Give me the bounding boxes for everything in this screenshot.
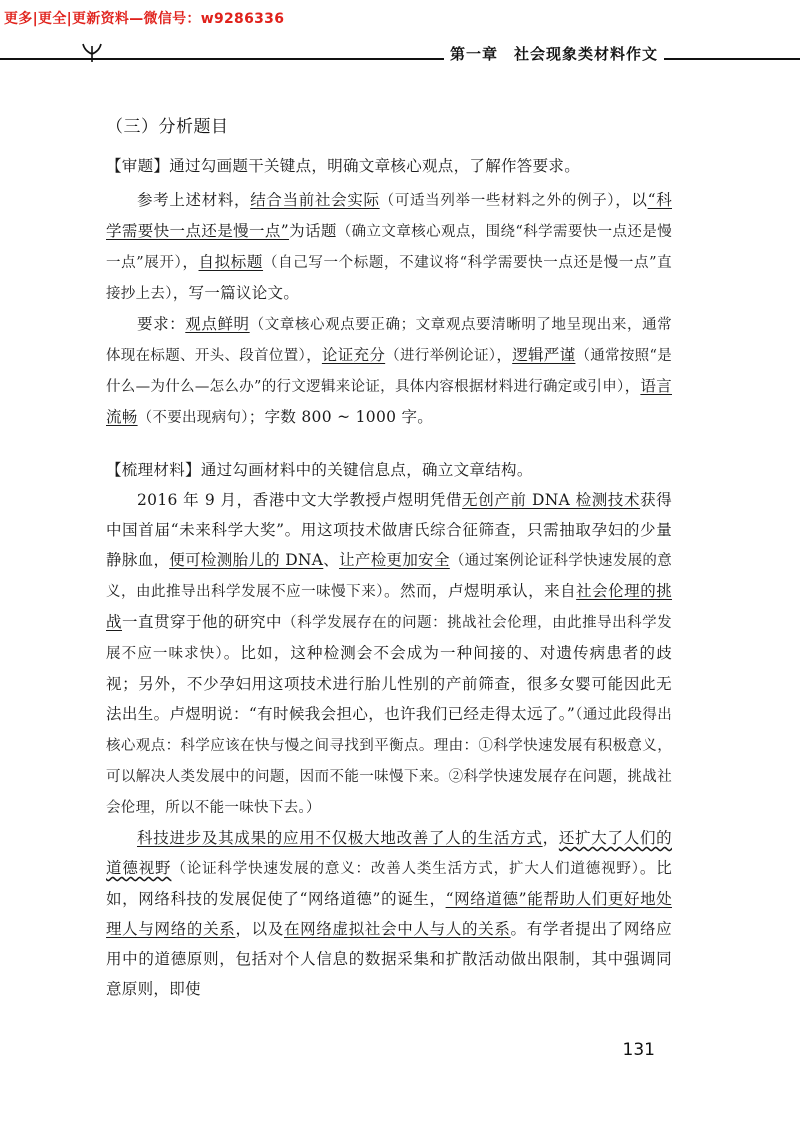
- underline-phrase: “网络道德”: [445, 890, 527, 908]
- annotation: （进行举例论证）: [385, 348, 497, 364]
- plant-ornament-icon: [78, 42, 106, 64]
- annotation: （科学发展存在的问题：挑战社会伦理，由此推导出科学发展不应一味求快）: [106, 615, 672, 662]
- annotation: （确立文章核心观点，围绕“科学需要快一点还是慢一点”展开）: [106, 224, 673, 271]
- annotation: （自己写一个标题，不建议将“科学需要快一点还是慢一点”直接抄上去）: [106, 255, 672, 302]
- underline-phrase: 自拟标题: [198, 253, 264, 271]
- underline-phrase: 社会伦理的挑战: [106, 582, 673, 631]
- section-title: （三）分析题目: [106, 117, 229, 137]
- material-paragraph-2: 科技进步及其成果的应用不仅极大地改善了人的生活方式，还扩大了人们的道德视野（论证科学快速发展的意义：改善人类生活方式，扩大人们道德视野）。比如，网络科技的发展促使了“网络道德”的诞生，“网络道德”能帮助人们更好地处理人与网络的关系，以及在网络虚拟社会中人与人的关系。有学者提出了网络应用中的道德原则，包括对个人信息的数据采集和扩散活动做出限制，其中强调同意原则，即使: [106, 829, 673, 998]
- underline-phrase: 科技进步及其成果的应用不仅极大地改善了人的生活方式: [137, 829, 543, 847]
- annotation: （通常按照“是什么—为什么—怎么办”的行文逻辑来论证，具体内容根据材料进行确定或引申）: [106, 348, 673, 395]
- shuli-text: 通过勾画材料中的关键信息点，确立文章结构。: [200, 461, 533, 479]
- underline-phrase: 便可检测胎儿的 DNA: [169, 551, 324, 569]
- wavy-underline-phrase: 还扩大了人们的道德视野: [106, 829, 672, 877]
- material-paragraph-1: 2016 年 9 月，香港中文大学教授卢煜明凭借无创产前 DNA 检测技术获得中国首届“未来科学大奖”。用这项技术做唐氏综合征筛查，只需抽取孕妇的少量静脉血，便可检测胎儿的 DNA、让产检更加安全（通过案例论证科学快速发展的意义，由此推导出科学发展不应一味慢下来）。然而，卢煜明承认，来自社会伦理的挑战一直贯穿于他的研究中（科学发展存在的问题：挑战社会伦理，由此推导出科学发展不应一味求快）。比如，这种检测会不会成为一种间接的、对遗传病患者的歧视；另外，不少孕妇用这项技术进行胎儿性别的产前筛查，很多女婴可能因此无法出生。卢煜明说：“有时候我会担心，也许我们已经走得太远了。”（通过此段得出核心观点：科学应该在快与慢之间寻找到平衡点。理由：①科学快速发展有积极意义，可以解决人类发展中的问题，因而不能一味慢下来。②科学快速发展存在问题，挑战社会伦理，所以不能一味快下去。）: [106, 491, 673, 816]
- shenti-text: 通过勾画题干关键点，明确文章核心观点，了解作答要求。: [169, 157, 581, 175]
- underline-phrase: 观点鲜明: [185, 315, 250, 333]
- page-number: 131: [622, 1040, 655, 1060]
- underline-phrase: 在网络虚拟社会中人与人的关系: [284, 920, 511, 938]
- shuli-label: 【梳理材料】: [106, 461, 201, 479]
- page-body: [106, 112, 672, 1004]
- underline-phrase: “科学需要快一点还是慢一点”: [106, 191, 672, 240]
- requirements-paragraph: 要求：观点鲜明（文章核心观点要正确；文章观点要清晰明了地呈现出来，通常体现在标题、开头、段首位置），论证充分（进行举例论证），逻辑严谨（通常按照“是什么—为什么—怎么办”的行文逻辑来论证，具体内容根据材料进行确定或引申），语言流畅（不要出现病句）；字数 800 ~ 1000 字。: [106, 315, 673, 426]
- watermark-text: 更多|更全|更新资料—微信号：w9286336: [4, 11, 285, 27]
- shenti-label: 【审题】: [106, 157, 170, 175]
- annotation: （通过此段得出核心观点：科学应该在快与慢之间寻找到平衡点。理由：①科学快速发展有积极意义，可以解决人类发展中的问题，因而不能一味慢下来。②科学快速发展存在问题，挑战社会伦理，所以不能一味快下去。）: [106, 707, 672, 816]
- shenti-paragraph: [106, 151, 672, 181]
- annotation: （文章核心观点要正确；文章观点要清晰明了地呈现出来，通常体现在标题、开头、段首位置）: [106, 317, 672, 364]
- underline-phrase: 论证充分: [321, 346, 386, 364]
- underline-phrase: 让产检更加安全: [339, 551, 450, 569]
- annotation: （可适当列举一些材料之外的例子）: [379, 193, 616, 209]
- shuli-paragraph: [106, 455, 672, 485]
- prompt-paragraph: 参考上述材料，结合当前社会实际（可适当列举一些材料之外的例子），以“科学需要快一点还是慢一点”为话题（确立文章核心观点，围绕“科学需要快一点还是慢一点”展开），自拟标题（自己写一个标题，不建议将“科学需要快一点还是慢一点”直接抄上去），写一篇议论文。: [106, 191, 673, 302]
- underline-phrase: 逻辑严谨: [512, 346, 576, 364]
- annotation: （论证科学快速发展的意义：改善人类生活方式，扩大人们道德视野）: [171, 861, 640, 877]
- underline-phrase: 能帮助人们更好地处理人与网络的关系: [106, 890, 672, 938]
- underline-phrase: 结合当前社会实际: [250, 191, 380, 209]
- annotation: （不要出现病句）: [137, 410, 249, 426]
- annotation: （通过案例论证科学快速发展的意义，由此推导出科学发展不应一味慢下来）: [106, 553, 672, 600]
- chapter-title: 第一章 社会现象类材料作文: [444, 43, 664, 64]
- underline-phrase: 语言流畅: [106, 377, 672, 426]
- running-header: [0, 40, 800, 62]
- underline-phrase: 无创产前 DNA 检测技术: [462, 491, 641, 509]
- header-rule: [0, 58, 800, 60]
